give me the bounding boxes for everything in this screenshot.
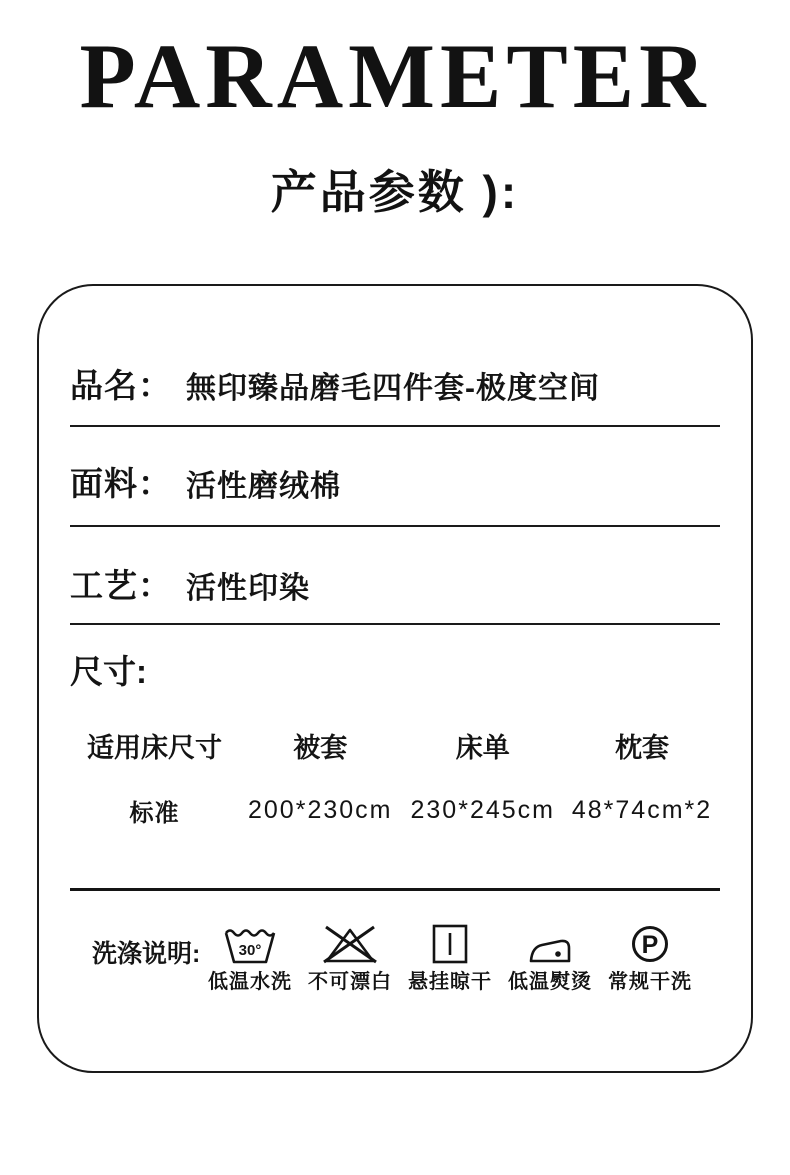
size-col-duvet-cover: 被套 (293, 733, 348, 763)
wash-30-icon (224, 924, 276, 964)
section-divider (70, 888, 720, 891)
no-bleach-icon (321, 924, 379, 964)
size-table-header-row (70, 705, 720, 771)
size-value-duvet-cover: 200*230cm (248, 795, 393, 824)
size-section-title: 尺寸: (70, 653, 147, 690)
svg-text:30°: 30° (238, 942, 262, 959)
spec-row-craft (70, 527, 720, 625)
hang-dry-icon (432, 924, 468, 964)
size-value-pillowcase: 48*74cm*2 (571, 795, 713, 824)
size-value-sheet: 230*245cm (410, 795, 555, 824)
iron-low-icon (528, 924, 572, 964)
size-col-bed: 适用床尺寸 (87, 733, 222, 763)
spec-card (37, 284, 753, 1073)
svg-text:P: P (641, 931, 659, 959)
spec-label-craft: 工艺： (70, 567, 172, 604)
page-subtitle: 产品参数 ): (270, 166, 520, 218)
spec-label-fabric: 面料： (70, 465, 172, 502)
care-item-label: 不可漂白 (308, 971, 392, 993)
page-title: PARAMETER (79, 25, 711, 127)
care-instructions-row (70, 924, 720, 994)
size-table-value-row (70, 771, 720, 849)
dry-clean-icon (630, 924, 670, 964)
size-col-pillowcase: 枕套 (615, 733, 669, 763)
care-item-no-bleach (300, 924, 400, 994)
spec-value-product-name: 無印臻品磨毛四件套-极度空间 (186, 372, 600, 405)
size-value-bed: 标准 (129, 799, 180, 827)
product-parameter-sheet (0, 25, 790, 1175)
care-item-label: 常规干洗 (608, 971, 692, 993)
size-col-sheet: 床单 (455, 733, 510, 763)
spec-value-fabric: 活性磨绒棉 (186, 470, 341, 503)
care-item-hang-dry (400, 924, 500, 994)
spec-label-product-name: 品名： (70, 367, 172, 404)
spec-row-product-name (70, 286, 720, 427)
care-item-label: 低温熨烫 (508, 971, 592, 993)
care-item-label: 悬挂晾干 (408, 971, 492, 993)
care-item-label: 低温水洗 (208, 971, 292, 993)
care-item-low-temp-wash (200, 924, 300, 994)
spec-row-fabric (70, 427, 720, 527)
care-item-iron-low (500, 924, 600, 994)
care-instructions-label: 洗涤说明: (92, 940, 201, 968)
spec-value-craft: 活性印染 (186, 572, 310, 605)
care-item-dry-clean (600, 924, 700, 994)
